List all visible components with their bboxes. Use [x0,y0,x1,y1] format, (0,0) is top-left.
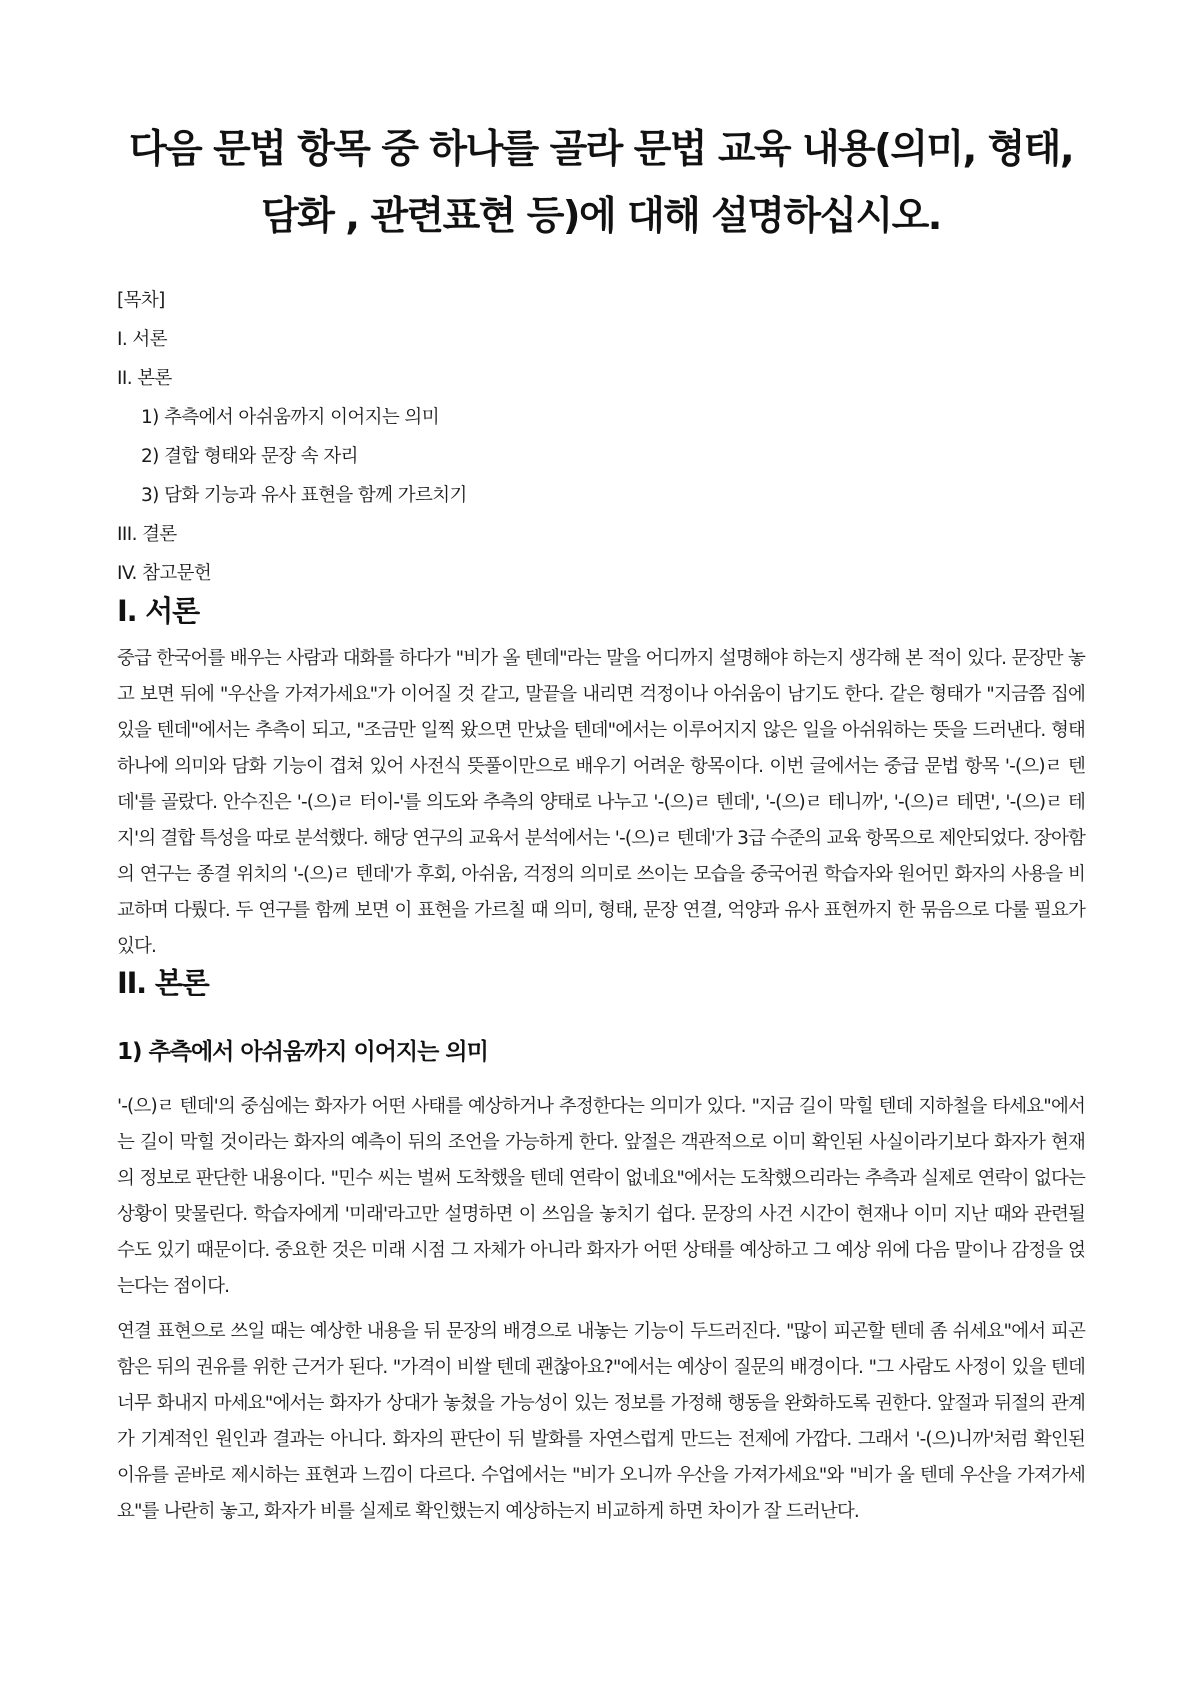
toc-item-references: IV. 참고문헌 [117,563,212,584]
body-paragraph: '-(으)ㄹ 텐데'의 중심에는 화자가 어떤 사태를 예상하거나 추정한다는 의미가 있다. "지금 길이 막힐 텐데 지하철을 타세요"에서는 길이 막힐 것이라는 화자의 예측이 뒤의 조언을 가능하게 한다. 앞절은 객관적으로 이미 확인된 사실이라기보다 화자가 현재의 정보로 판단한 내용이다. "민수 씨는 벌써 도착했을 텐데 연락이 없네요"에서는 도착했으리라는 추측과 실제로 연락이 없다는 상황이 맞물린다. 학습자에게 '미래'라고만 설명하면 이 쓰임을 놓치기 쉽다. 문장의 사건 시간이 현재나 이미 지난 때와 관련될 수도 있기 때문이다. 중요한 것은 미래 시점 그 자체가 아니라 화자가 어떤 상태를 예상하고 그 예상 위에 다음 말이나 감정을 얹는다는 점이다. [117,1096,1085,1297]
toc-item-body-2: 2) 결합 형태와 문장 속 자리 [141,446,358,467]
toc-item-conclusion: III. 결론 [117,524,177,545]
document-title: 다음 문법 항목 중 하나를 골라 문법 교육 내용(의미, 형태, 담화 , 관련표현 등)에 대해 설명하십시오. [128,127,1074,239]
toc-heading: [목차] [117,290,165,311]
toc-item-intro: I. 서론 [117,329,167,350]
section-heading-intro: I. 서론 [117,594,199,628]
toc-item-body-3: 3) 담화 기능과 유사 표현을 함께 가르치기 [141,485,467,506]
intro-paragraph: 중급 한국어를 배우는 사람과 대화를 하다가 "비가 올 텐데"라는 말을 어디까지 설명해야 하는지 생각해 본 적이 있다. 문장만 놓고 보면 뒤에 "우산을 가져가세요"가 이어질 것 같고, 말끝을 내리면 걱정이나 아쉬움이 남기도 한다. 같은 형태가 "지금쯤 집에 있을 텐데"에서는 추측이 되고, "조금만 일찍 왔으면 만났을 텐데"에서는 이루어지지 않은 일을 아쉬워하는 뜻을 드러낸다. 형태 하나에 의미와 담화 기능이 겹쳐 있어 사전식 뜻풀이만으로 배우기 어려운 항목이다. 이번 글에서는 중급 문법 항목 '-(으)ㄹ 텐데'를 골랐다. 안수진은 '-(으)ㄹ 터이-'를 의도와 추측의 양태로 나누고 '-(으)ㄹ 텐데', '-(으)ㄹ 테니까', '-(으)ㄹ 테면', '-(으)ㄹ 테지'의 결합 특성을 따로 분석했다. 해당 연구의 교육서 분석에서는 '-(으)ㄹ 텐데'가 3급 수준의 교육 항목으로 제안되었다. 장아함의 연구는 종결 위치의 '-(으)ㄹ 텐데'가 후회, 아쉬움, 걱정의 의미로 쓰이는 모습을 중국어권 학습자와 원어민 화자의 사용을 비교하며 다뤘다. 두 연구를 함께 보면 이 표현을 가르칠 때 의미, 형태, 문장 연결, 억양과 유사 표현까지 한 묶음으로 다룰 필요가 있다. [117,648,1085,957]
subsection-heading-meaning: 1) 추측에서 아쉬움까지 이어지는 의미 [117,1039,488,1065]
section-heading-body: II. 본론 [117,966,209,1000]
toc-item-body-1: 1) 추측에서 아쉬움까지 이어지는 의미 [141,407,439,428]
body-paragraph: 연결 표현으로 쓰일 때는 예상한 내용을 뒤 문장의 배경으로 내놓는 기능이 두드러진다. "많이 피곤할 텐데 좀 쉬세요"에서 피곤함은 뒤의 권유를 위한 근거가 된다. "가격이 비쌀 텐데 괜찮아요?"에서는 예상이 질문의 배경이다. "그 사람도 사정이 있을 텐데 너무 화내지 마세요"에서는 화자가 상대가 놓쳤을 가능성이 있는 정보를 가정해 행동을 완화하도록 권한다. 앞절과 뒤절의 관계가 기계적인 원인과 결과는 아니다. 화자의 판단이 뒤 발화를 자연스럽게 만드는 전제에 가깝다. 그래서 '-(으)니까'처럼 확인된 이유를 곧바로 제시하는 표현과 느낌이 다르다. 수업에서는 "비가 오니까 우산을 가져가세요"와 "비가 올 텐데 우산을 가져가세요"를 나란히 놓고, 화자가 비를 실제로 확인했는지 예상하는지 비교하게 하면 차이가 잘 드러난다. [117,1321,1085,1522]
table-of-contents [117,281,1085,593]
toc-item-body: II. 본론 [117,368,172,389]
